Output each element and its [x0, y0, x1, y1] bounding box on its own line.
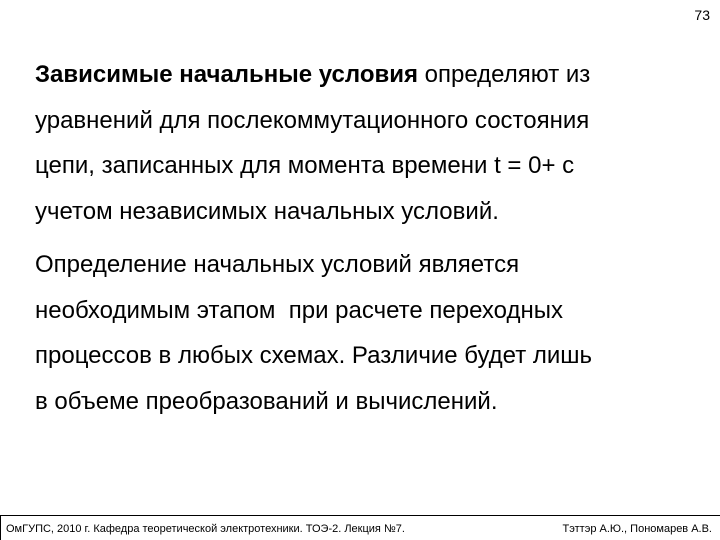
- paragraph1-line1: [35, 52, 705, 98]
- paragraph2-line4: в объеме преобразований и вычислений.: [35, 387, 498, 415]
- paragraph-dependent-conditions: [35, 52, 705, 234]
- paragraph1-line2: уравнений для послекоммутационного состояния: [35, 106, 590, 134]
- paragraph2-line1: Определение начальных условий является: [35, 251, 520, 278]
- footer: [0, 516, 718, 540]
- paragraph2-line2: необходимым этапом при расчете переходных: [35, 296, 563, 324]
- paragraph1-line1-rest: определяют из: [418, 61, 591, 88]
- page-number: 73: [694, 7, 710, 23]
- footer-authors: Тэттэр А.Ю., Пономарев А.В.: [562, 523, 712, 535]
- paragraph-determination: [35, 242, 705, 424]
- paragraph2-line3: процессов в любых схемах. Различие будет лишь: [35, 342, 593, 369]
- paragraph1-line4: учетом независимых начальных условий.: [35, 197, 499, 225]
- term-dependent-initial-conditions: Зависимые начальные условия: [35, 61, 418, 88]
- footer-course-info: ОмГУПС, 2010 г. Кафедра теоретической электротехники. ТОЭ-2. Лекция №7.: [6, 523, 405, 535]
- paragraph1-line3: цепи, записанных для момента времени t = 0+ с: [35, 152, 575, 179]
